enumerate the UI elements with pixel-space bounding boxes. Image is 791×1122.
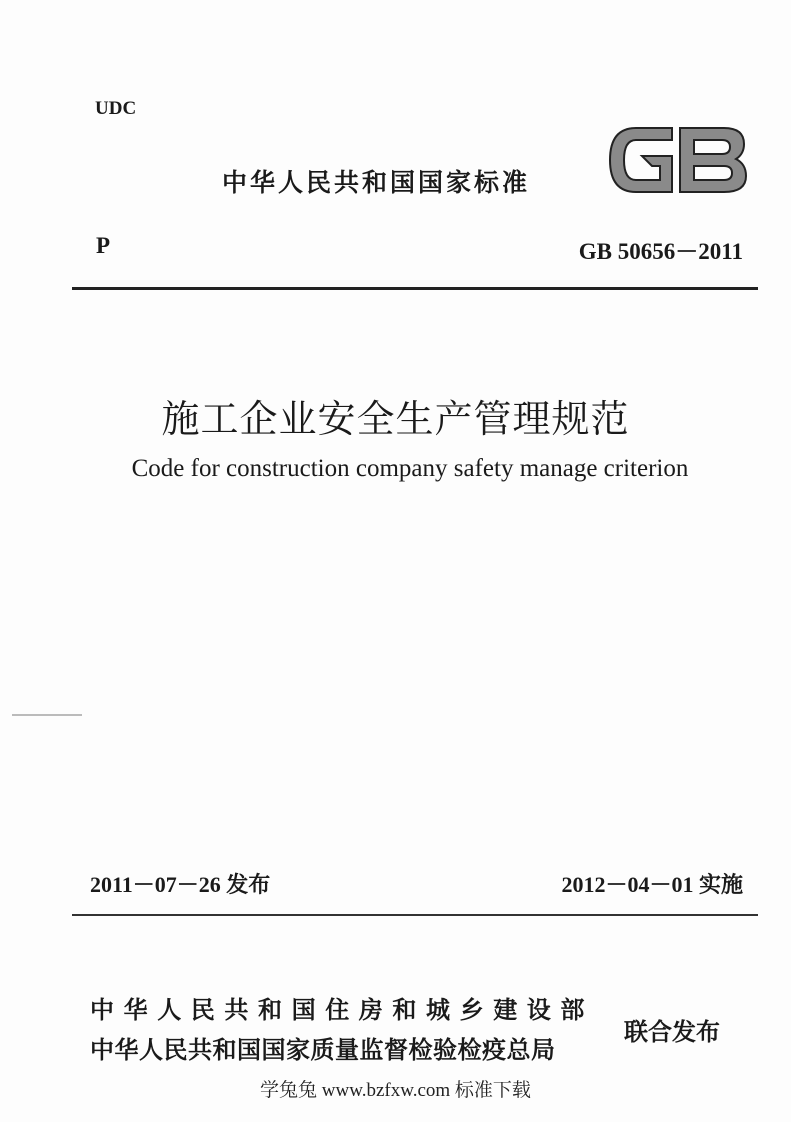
header-divider [72, 287, 758, 290]
standard-number: GB 50656－2011 [578, 239, 743, 264]
title-english: Code for construction company safety manage criterion [131, 455, 689, 482]
gb-logo [606, 124, 748, 196]
date-divider [72, 914, 758, 916]
footer-watermark: 学兔兔 www.bzfxw.com 标准下载 [260, 1080, 531, 1101]
scan-artifact [12, 714, 82, 716]
standard-type: 中华人民共和国国家标准 [222, 168, 531, 197]
implementation-date: 2012－04－01 实施 [561, 872, 743, 897]
issuer-aqsiq: 中华人民共和国国家质量监督检验检疫总局 [90, 1036, 556, 1064]
classification-code: P [96, 233, 111, 258]
udc-label: UDC [95, 98, 137, 119]
issuer-ministry-housing: 中华人民共和国住房和城乡建设部 [90, 996, 594, 1024]
joint-issue-label: 联合发布 [624, 1018, 720, 1046]
title-chinese: 施工企业安全生产管理规范 [161, 399, 630, 441]
issue-date: 2011－07－26 发布 [90, 872, 271, 897]
